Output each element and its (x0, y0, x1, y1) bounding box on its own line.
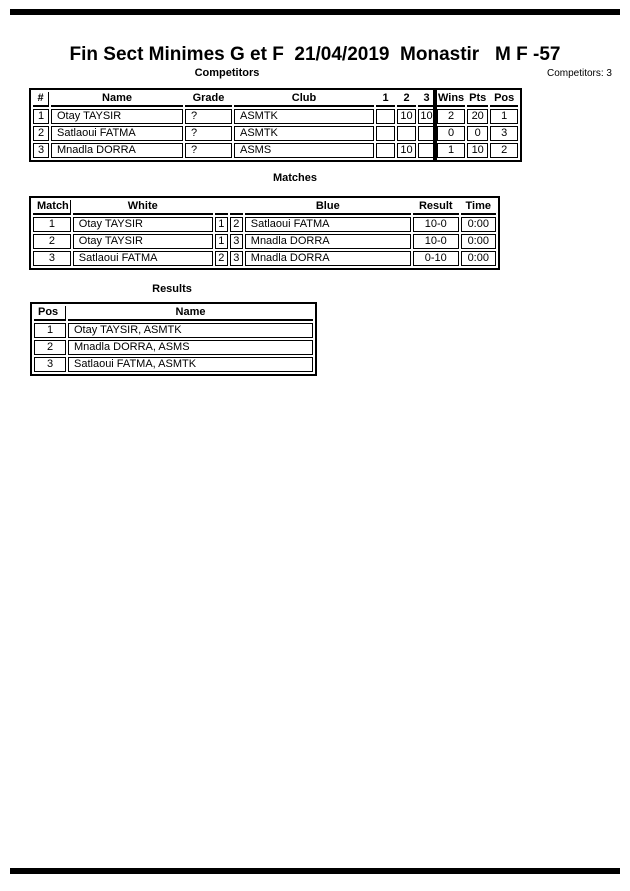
table-row (34, 340, 313, 355)
table-cell: 2 (437, 109, 465, 124)
top-rule (10, 9, 620, 15)
table-row (33, 109, 518, 124)
table-cell: ? (185, 109, 232, 124)
table-cell: 0:00 (461, 217, 496, 232)
column-header: Result (413, 200, 459, 215)
table-cell: Mnadla DORRA (245, 234, 411, 249)
page-title: Fin Sect Minimes G et F 21/04/2019 Monastir M F -57 (69, 44, 561, 65)
table-cell: 10-0 (413, 234, 459, 249)
table-cell: 1 (33, 109, 49, 124)
table-cell: Mnadla DORRA, ASMS (68, 340, 313, 355)
column-header: Grade (185, 92, 232, 107)
column-header: White (73, 200, 213, 215)
table-row (33, 143, 518, 158)
column-header (215, 200, 228, 215)
header-row (33, 200, 496, 215)
header-row (33, 92, 518, 107)
column-header: Name (51, 92, 183, 107)
header-row (34, 306, 313, 321)
results-table (30, 302, 317, 376)
column-header: Name (68, 306, 313, 321)
table-cell: 2 (33, 234, 71, 249)
table-cell: 3 (33, 143, 49, 158)
table-cell: ? (185, 126, 232, 141)
table-cell: Otay TAYSIR, ASMTK (68, 323, 313, 338)
competitors-table-wrap (29, 88, 522, 162)
column-header: Blue (245, 200, 411, 215)
table-cell: 1 (215, 217, 228, 232)
column-header: Pos (34, 306, 66, 321)
table-cell: 3 (230, 234, 243, 249)
table-row (33, 217, 496, 232)
table-cell: 20 (467, 109, 488, 124)
competitors-section-label: Competitors (194, 67, 260, 79)
column-header: 2 (397, 92, 416, 107)
matches-table (29, 196, 500, 270)
table-cell: 2 (215, 251, 228, 266)
table-cell: 2 (33, 126, 49, 141)
table-cell: Mnadla DORRA (245, 251, 411, 266)
column-header (230, 200, 243, 215)
table-row (33, 126, 518, 141)
table-cell: 1 (490, 109, 518, 124)
table-cell: 3 (230, 251, 243, 266)
table-cell: 10 (467, 143, 488, 158)
table-cell: Otay TAYSIR (73, 217, 213, 232)
table-cell: ASMS (234, 143, 374, 158)
table-cell: 1 (437, 143, 465, 158)
table-cell: 2 (34, 340, 66, 355)
table-cell: ? (185, 143, 232, 158)
column-header: Time (461, 200, 496, 215)
table-cell: 3 (33, 251, 71, 266)
table-cell: 10-0 (413, 217, 459, 232)
table-cell: 0 (467, 126, 488, 141)
column-header: Pts (467, 92, 488, 107)
column-header: 3 (418, 92, 435, 107)
table-row (33, 251, 496, 266)
table-cell: Satlaoui FATMA (51, 126, 183, 141)
results-table-wrap (30, 302, 317, 376)
table-cell: 10 (397, 109, 416, 124)
table-cell (376, 143, 395, 158)
table-cell: ASMTK (234, 126, 374, 141)
competitors-table (29, 88, 522, 162)
table-cell: 0 (437, 126, 465, 141)
bottom-rule (10, 868, 620, 874)
table-cell: 2 (490, 143, 518, 158)
table-cell: Mnadla DORRA (51, 143, 183, 158)
competitors-count: Competitors: 3 (546, 68, 612, 79)
table-cell: 1 (215, 234, 228, 249)
table-cell: 2 (230, 217, 243, 232)
table-cell: 1 (33, 217, 71, 232)
table-row (34, 357, 313, 372)
column-header: # (33, 92, 49, 107)
table-cell: Satlaoui FATMA (73, 251, 213, 266)
wins-divider (433, 88, 437, 162)
table-cell: 3 (34, 357, 66, 372)
table-cell: 0:00 (461, 234, 496, 249)
table-row (34, 323, 313, 338)
column-header: Pos (490, 92, 518, 107)
table-cell: 10 (418, 109, 435, 124)
column-header: Club (234, 92, 374, 107)
table-cell (376, 126, 395, 141)
table-cell: Otay TAYSIR (73, 234, 213, 249)
table-cell (397, 126, 416, 141)
column-header: Match (33, 200, 71, 215)
table-cell: 10 (397, 143, 416, 158)
table-cell: Satlaoui FATMA (245, 217, 411, 232)
column-header: 1 (376, 92, 395, 107)
column-header: Wins (437, 92, 465, 107)
matches-section-label: Matches (272, 172, 318, 184)
table-cell: 3 (490, 126, 518, 141)
table-cell: 0-10 (413, 251, 459, 266)
table-cell (376, 109, 395, 124)
table-cell: 1 (34, 323, 66, 338)
results-section-label: Results (152, 283, 192, 295)
table-cell: Otay TAYSIR (51, 109, 183, 124)
table-cell: ASMTK (234, 109, 374, 124)
table-cell: 0:00 (461, 251, 496, 266)
matches-table-wrap (29, 196, 500, 270)
table-cell: Satlaoui FATMA, ASMTK (68, 357, 313, 372)
table-row (33, 234, 496, 249)
